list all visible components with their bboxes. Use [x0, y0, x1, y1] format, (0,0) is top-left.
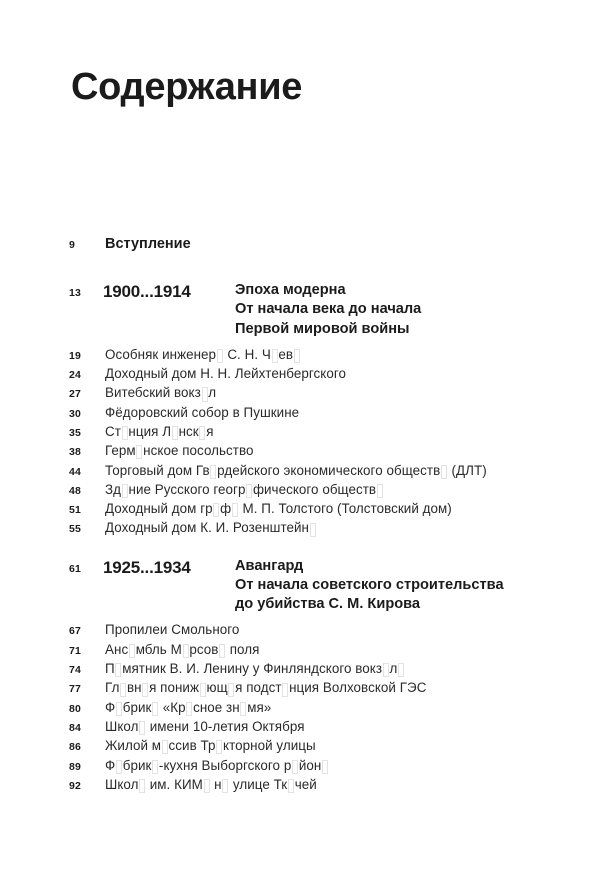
missing-glyph [245, 482, 253, 499]
section-heading-block [235, 557, 504, 615]
entry-page-number: 89 [69, 760, 81, 773]
entry-page-number: 51 [69, 504, 81, 517]
entry-label: Ст нция Л нск я [105, 423, 214, 439]
entry-label: Особняк инженер С. Н. Ч ев [103, 347, 301, 364]
missing-glyph [222, 777, 230, 794]
entry-page-number: 48 [69, 484, 81, 497]
missing-glyph [203, 777, 211, 794]
toc-entry-row[interactable] [0, 385, 600, 404]
entry-label: Зд ние Русского геогр фического обществ [103, 482, 384, 499]
intro-label: Вступление [105, 236, 191, 252]
missing-glyph [119, 680, 127, 697]
missing-glyph [309, 520, 317, 537]
toc-entry-row[interactable] [0, 520, 600, 539]
entry-page-number: 84 [69, 721, 81, 734]
entry-label: П мятник В. И. Ленину у Финляндского вокз л [103, 661, 405, 678]
entry-label: Фёдоровский собор в Пушкине [105, 404, 300, 420]
section-page-number: 61 [69, 562, 81, 575]
toc-entry-row[interactable] [0, 501, 600, 520]
missing-glyph [231, 501, 239, 518]
entry-page-number: 71 [69, 644, 81, 657]
entry-page-number: 74 [69, 664, 81, 677]
missing-glyph [213, 501, 221, 518]
missing-glyph [216, 347, 224, 364]
section-heading: Авангард [235, 557, 304, 574]
toc-entry-row[interactable] [0, 680, 600, 699]
entry-page-number: 19 [69, 349, 81, 362]
missing-glyph [321, 758, 329, 775]
entry-page-number: 35 [69, 426, 81, 439]
missing-glyph [271, 347, 279, 364]
section-subheading-line-1: От начала советского строительства [235, 576, 504, 593]
missing-glyph [287, 777, 295, 794]
section-subheading-line-2: Первой мировой войны [235, 320, 410, 337]
missing-glyph [397, 661, 405, 678]
toc-entry-row[interactable] [0, 347, 600, 366]
missing-glyph [161, 738, 169, 755]
section-entries-1900-1914 [0, 347, 600, 540]
entry-page-number: 38 [69, 446, 81, 459]
entry-page-number: 92 [69, 779, 81, 792]
section-year-range: 1900...1914 [103, 282, 191, 301]
toc-entry-row[interactable] [0, 424, 600, 443]
entry-label: Гл вн я пониж ющ я подст нция Волховской ГЭС [105, 680, 427, 696]
entry-label: Герм нское посольство [105, 443, 254, 459]
section-header-1925-1934[interactable] [0, 557, 600, 615]
entry-page-number: 44 [69, 465, 81, 478]
entry-label: Витебский вокз л [105, 385, 217, 401]
missing-glyph [282, 680, 290, 697]
toc-entry-row[interactable] [0, 719, 600, 738]
toc-entry-row[interactable] [0, 738, 600, 757]
entry-label: Анс мбль М рсов поля [105, 641, 260, 657]
missing-glyph [115, 661, 123, 678]
missing-glyph [115, 700, 123, 717]
entry-page-number: 80 [69, 702, 81, 715]
entry-page-number: 77 [69, 683, 81, 696]
toc-entry-row[interactable] [0, 642, 600, 661]
toc-entry-row[interactable] [0, 405, 600, 424]
entry-label: Жилой м ссив Тр кторной улицы [105, 738, 316, 754]
section-year-range: 1925...1934 [103, 557, 191, 577]
section-subheading-line-2: до убийства С. М. Кирова [235, 596, 421, 613]
missing-glyph [216, 738, 224, 755]
missing-glyph [138, 777, 146, 794]
missing-glyph [171, 424, 179, 441]
missing-glyph [199, 680, 207, 697]
toc-entry-row[interactable] [0, 443, 600, 462]
missing-glyph [182, 642, 190, 659]
entry-page-number: 30 [69, 407, 81, 420]
entry-label: Ф брик «Кр сное зн мя» [105, 699, 272, 715]
section-page-number: 13 [69, 287, 81, 299]
toc-entry-row[interactable] [0, 482, 600, 501]
entry-page-number: 86 [69, 741, 81, 754]
section-subheading-line-1: От начала века до начала [235, 301, 422, 318]
entry-page-number: 67 [69, 625, 81, 638]
toc-entry-row[interactable] [0, 661, 600, 680]
page-title: Содержание [71, 66, 303, 108]
missing-glyph [186, 700, 194, 717]
entry-label: Доходный дом гр ф М. П. Толстого (Толстовский дом) [105, 501, 452, 517]
missing-glyph [151, 758, 159, 775]
missing-glyph [138, 719, 146, 736]
toc-body [0, 236, 600, 796]
toc-entry-row[interactable] [0, 777, 600, 796]
missing-glyph [240, 700, 248, 717]
missing-glyph [121, 482, 129, 499]
entry-page-number: 55 [69, 523, 81, 536]
entry-label: Торговый дом Гв рдейского экономического обществ (ДЛТ) [105, 462, 487, 478]
missing-glyph [376, 482, 384, 499]
missing-glyph [228, 680, 236, 697]
entry-label: Доходный дом Н. Н. Лейхтенбергского [105, 366, 346, 382]
missing-glyph [128, 642, 136, 659]
intro-page-number: 9 [69, 239, 75, 251]
entry-page-number: 24 [69, 369, 81, 382]
section-heading: Эпоха модерна [235, 282, 346, 298]
missing-glyph [199, 424, 207, 441]
toc-entry-row[interactable] [0, 366, 600, 385]
section-header-1900-1914[interactable] [0, 281, 600, 339]
entry-label: Школ им. КИМ н улице Тк чей [105, 776, 317, 792]
toc-entry-row[interactable] [0, 463, 600, 482]
missing-glyph [218, 642, 226, 659]
toc-entry-row[interactable] [0, 758, 600, 777]
missing-glyph [291, 758, 299, 775]
missing-glyph [121, 424, 129, 441]
missing-glyph [142, 680, 150, 697]
missing-glyph [115, 758, 123, 775]
toc-intro-row[interactable] [0, 236, 600, 264]
missing-glyph [201, 385, 209, 402]
missing-glyph [440, 463, 448, 480]
entry-label: Пропилеи Смольного [105, 622, 240, 638]
entry-label: Ф брик -кухня Выборгского р йон [103, 758, 329, 775]
missing-glyph [210, 463, 218, 480]
toc-entry-row[interactable] [0, 622, 600, 641]
missing-glyph [293, 347, 301, 364]
entry-label: Доходный дом К. И. Розенштейн [103, 520, 316, 537]
missing-glyph [382, 661, 390, 678]
section-entries-1925-1934 [0, 622, 600, 796]
entry-page-number: 27 [69, 388, 81, 401]
toc-entry-row[interactable] [0, 700, 600, 719]
entry-label: Школ имени 10-летия Октября [105, 718, 305, 734]
section-heading-block [235, 281, 421, 339]
missing-glyph [151, 700, 159, 717]
missing-glyph [136, 443, 144, 460]
